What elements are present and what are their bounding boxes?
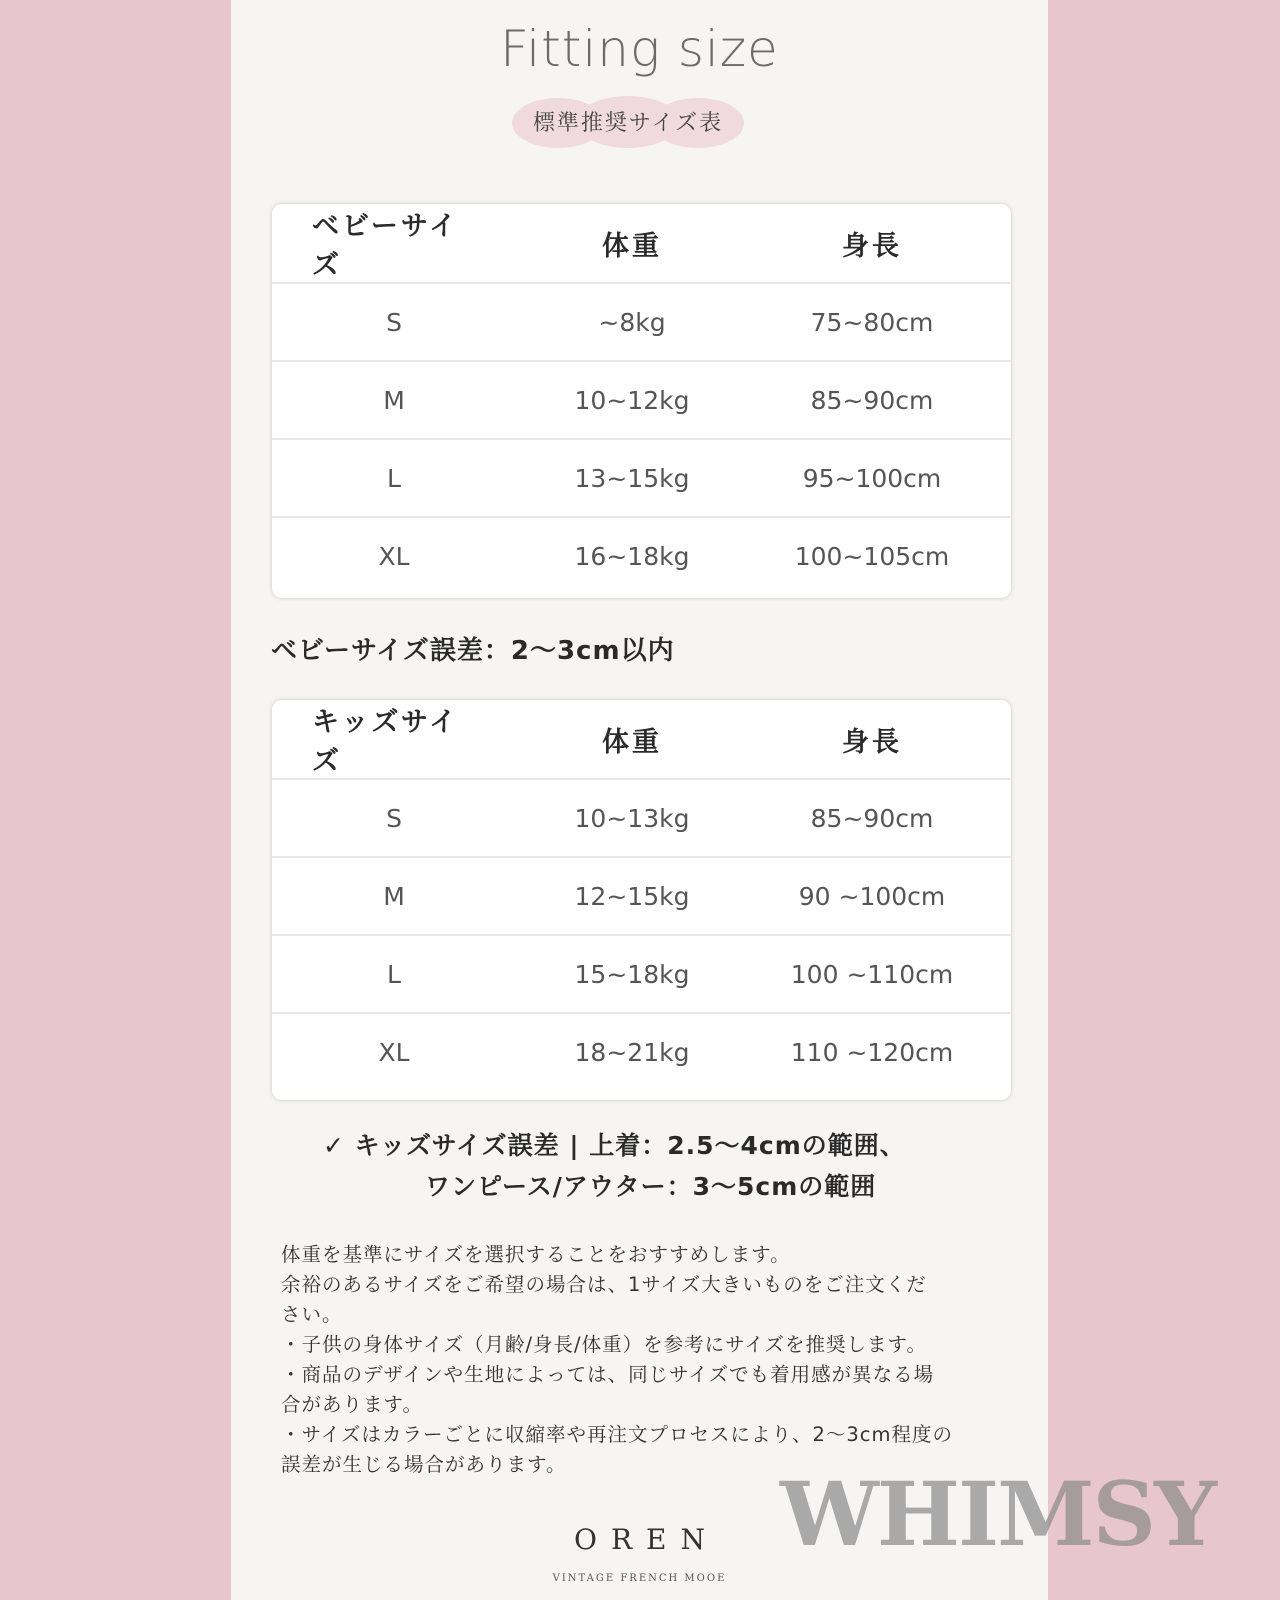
weight-cell: 15~18kg	[574, 959, 690, 989]
weight-cell: 13~15kg	[574, 463, 690, 493]
table-header-row	[272, 700, 1011, 778]
size-cell: XL	[378, 541, 410, 571]
table-header-row	[272, 204, 1011, 282]
height-cell: 90 ~100cm	[798, 881, 946, 911]
kids-size-note-line2: ワンピース/アウター：3～5cmの範囲	[425, 1172, 877, 1201]
paragraph-line: ・商品のデザインや生地によっては、同じサイズでも着用感が異なる場	[281, 1363, 935, 1386]
weight-cell: 10~13kg	[574, 803, 690, 833]
table-row	[272, 360, 1011, 438]
header-size: キッズサイズ	[312, 707, 460, 777]
height-cell: 85~90cm	[810, 385, 934, 415]
paragraph-line: 体重を基準にサイズを選択することをおすすめします。	[281, 1243, 791, 1266]
size-cell: M	[383, 385, 405, 415]
paragraph-line: 誤差が生じる場合があります。	[281, 1453, 567, 1476]
subtitle-badge	[512, 96, 744, 148]
size-cell: S	[386, 803, 402, 833]
paragraph-line: さい。	[281, 1303, 343, 1326]
size-cell: M	[383, 881, 405, 911]
header-height: 身長	[842, 230, 902, 262]
size-cell: L	[387, 463, 401, 493]
weight-cell: ~8kg	[598, 307, 666, 337]
header-size: ベビーサイズ	[312, 211, 460, 281]
page-title: Fitting size	[500, 20, 779, 78]
weight-cell: 18~21kg	[574, 1037, 690, 1067]
table-row	[272, 1012, 1011, 1090]
header-weight: 体重	[602, 726, 662, 758]
table-row	[272, 438, 1011, 516]
brand-tagline: VINTAGE FRENCH MOOE	[552, 1573, 727, 1584]
paragraph-line: 合があります。	[281, 1393, 423, 1416]
height-cell: 85~90cm	[810, 803, 934, 833]
weight-cell: 10~12kg	[574, 385, 690, 415]
kids-size-table	[272, 700, 1011, 1100]
baby-size-note: ベビーサイズ誤差：2～3cm以内	[271, 636, 675, 666]
size-guide-page	[231, 0, 1048, 1600]
header-weight: 体重	[602, 230, 662, 262]
baby-size-table	[272, 204, 1011, 598]
weight-cell: 16~18kg	[574, 541, 690, 571]
recommendation-text	[281, 1240, 1001, 1480]
height-cell: 75~80cm	[810, 307, 934, 337]
height-cell: 100 ~110cm	[790, 959, 954, 989]
brand-logo: OREN	[574, 1523, 719, 1556]
table-row	[272, 516, 1011, 594]
height-cell: 95~100cm	[802, 463, 942, 493]
size-cell: L	[387, 959, 401, 989]
height-cell: 110 ~120cm	[790, 1037, 954, 1067]
table-row	[272, 856, 1011, 934]
header-height: 身長	[842, 726, 902, 758]
height-cell: 100~105cm	[794, 541, 950, 571]
table-row	[272, 778, 1011, 856]
size-cell: XL	[378, 1037, 410, 1067]
table-row	[272, 282, 1011, 360]
page-subtitle: 標準推奨サイズ表	[532, 111, 724, 136]
weight-cell: 12~15kg	[574, 881, 690, 911]
table-row	[272, 934, 1011, 1012]
whimsy-watermark: WHIMSY	[780, 1462, 1215, 1566]
paragraph-line: ・子供の身体サイズ（月齢/身長/体重）を参考にサイズを推奨します。	[281, 1333, 927, 1356]
paragraph-line: ・サイズはカラーごとに収縮率や再注文プロセスにより、2～3cm程度の	[281, 1423, 953, 1446]
kids-size-note-line1: ✓ キッズサイズ誤差 | 上着：2.5～4cmの範囲、	[323, 1131, 906, 1160]
paragraph-line: 余裕のあるサイズをご希望の場合は、1サイズ大きいものをご注文くだ	[281, 1273, 927, 1296]
size-cell: S	[386, 307, 402, 337]
